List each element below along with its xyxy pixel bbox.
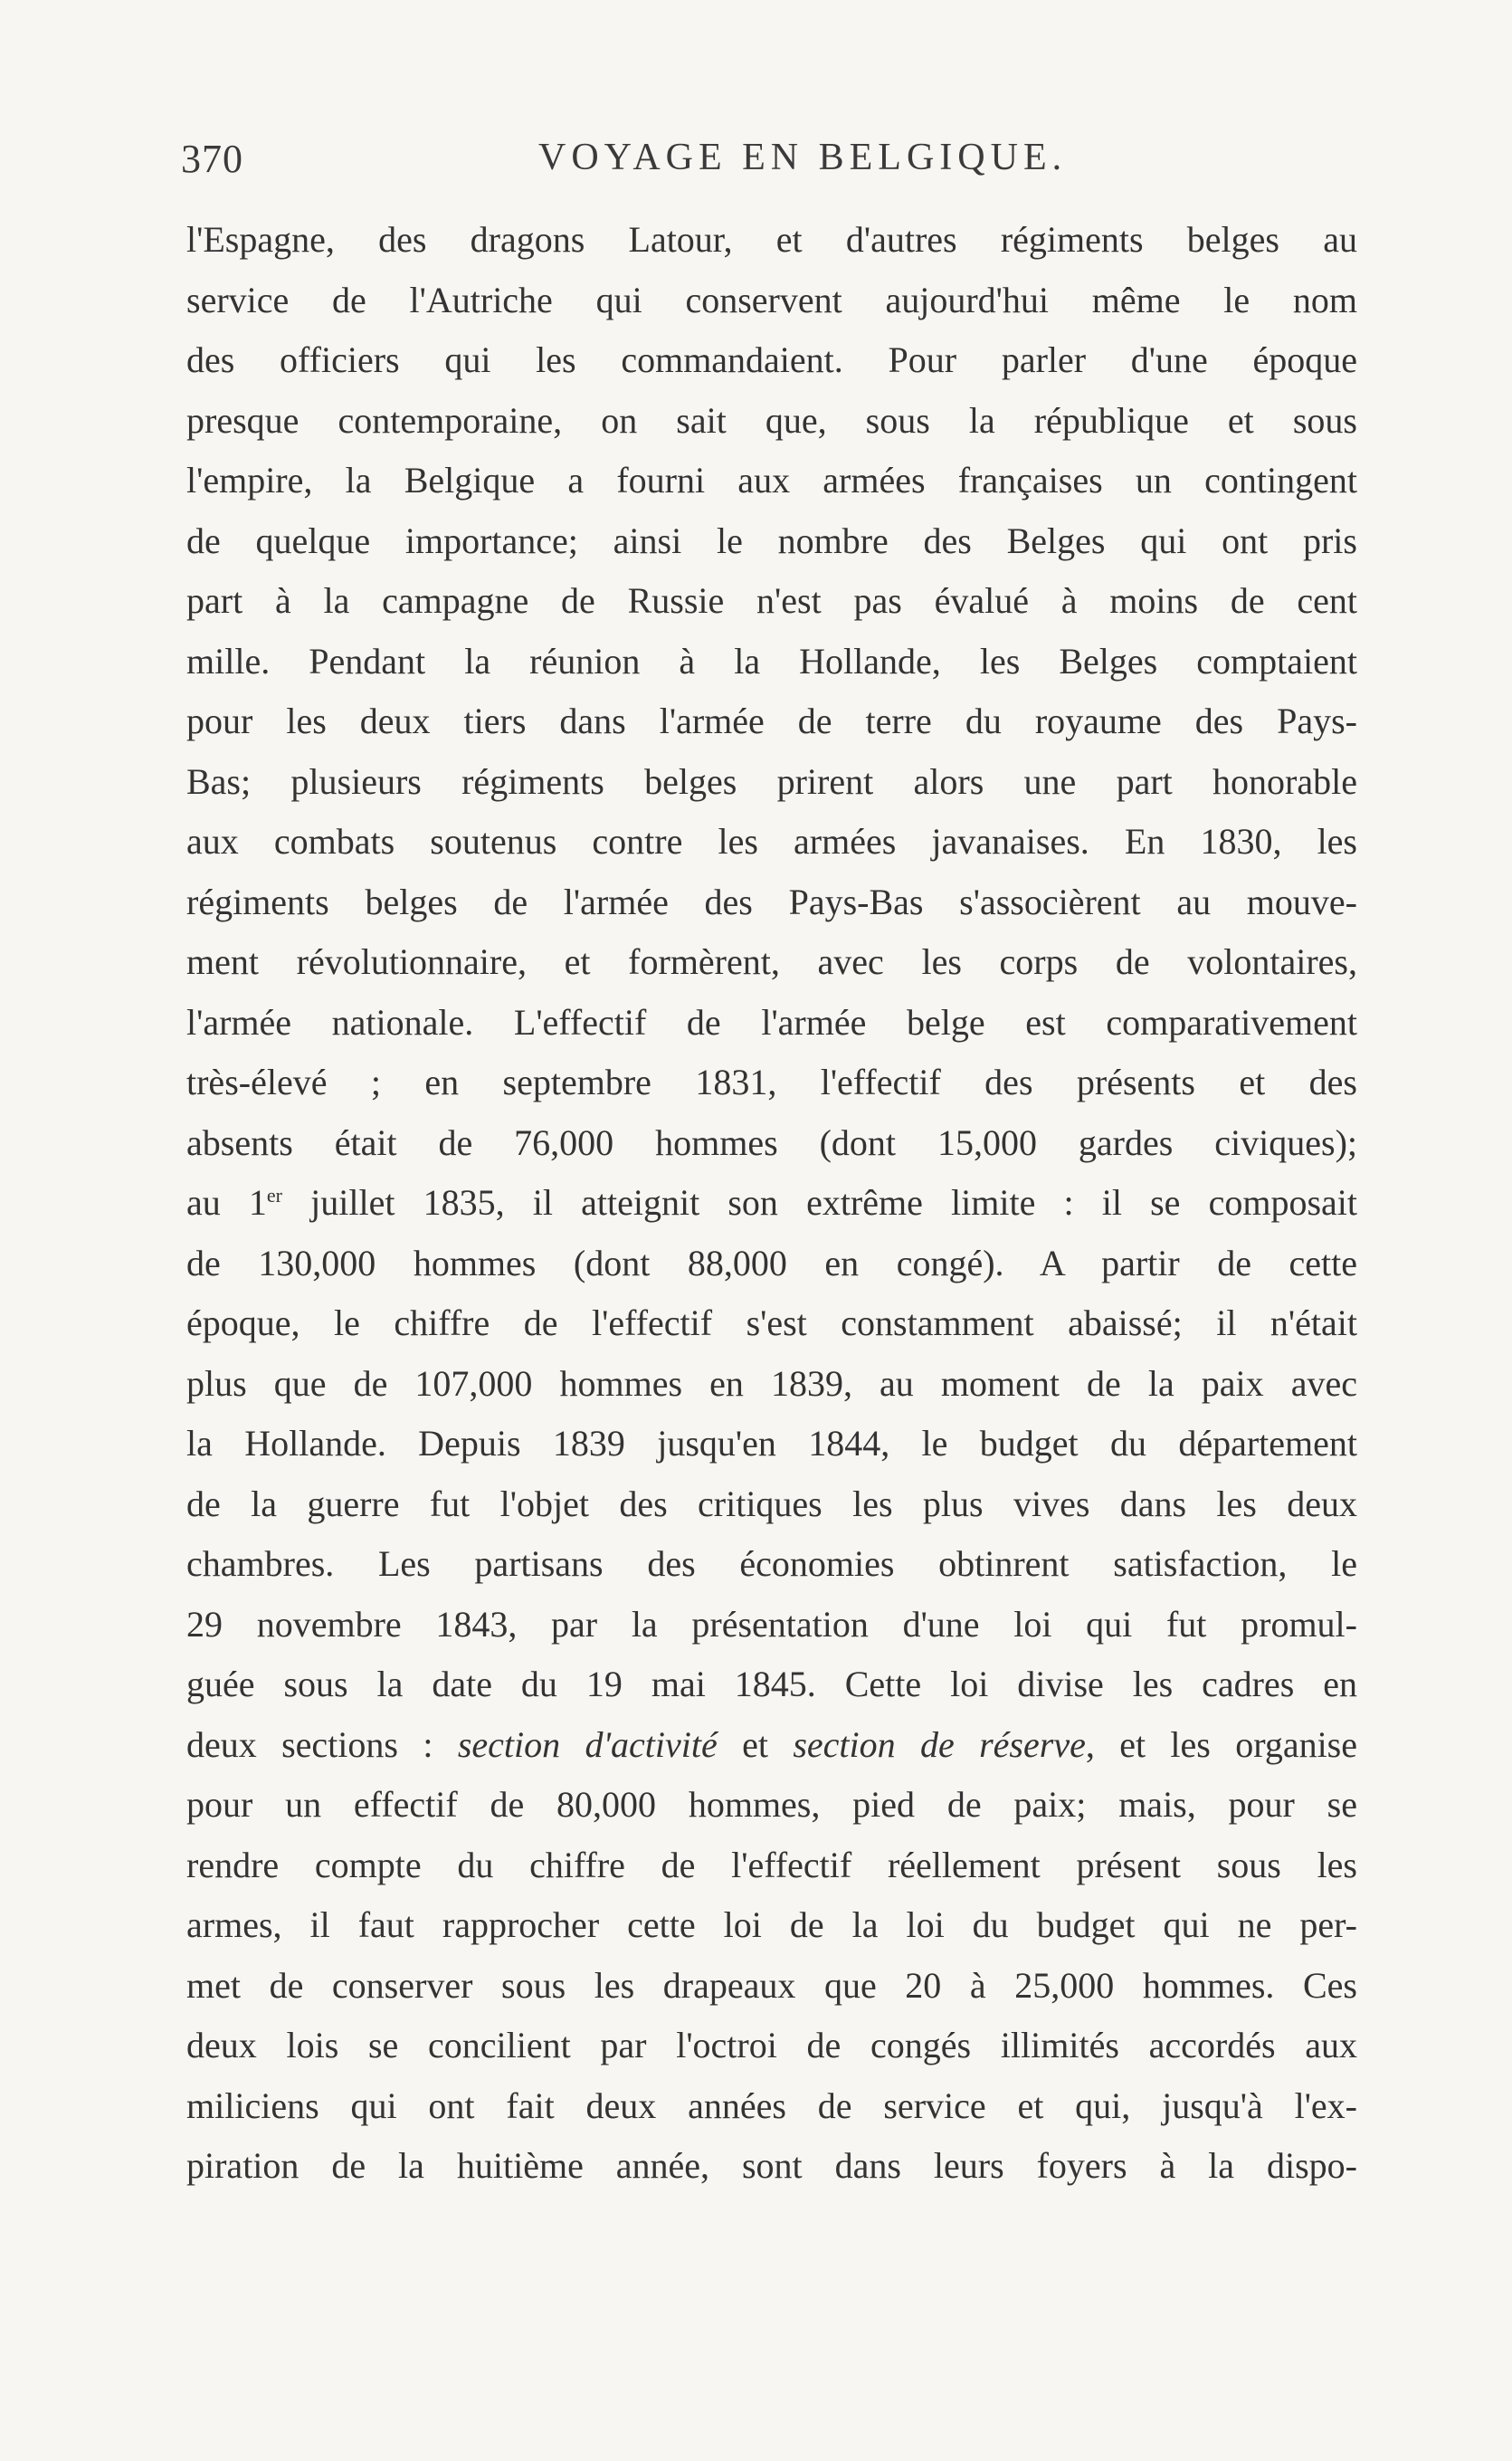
text-line: 29 novembre 1843, par la présentation d'une loi qui fut promul- — [186, 1603, 1357, 1645]
text-line: régiments belges de l'armée des Pays-Bas s'associèrent au mouve- — [186, 881, 1357, 922]
page-number: 370 — [181, 137, 243, 181]
text-line: ment révolutionnaire, et formèrent, avec les corps de volontaires, — [186, 941, 1357, 982]
text-line: de quelque importance; ainsi le nombre des Belges qui ont pris — [186, 520, 1357, 561]
text-line: presque contemporaine, on sait que, sous la république et sous — [186, 399, 1357, 441]
text-line: absents était de 76,000 hommes (dont 15,000 gardes civiques); — [186, 1121, 1357, 1163]
text-line: miliciens qui ont fait deux années de service et qui, jusqu'à l'ex- — [186, 2084, 1357, 2126]
line-fragment: , et les organise — [1085, 1723, 1358, 1765]
text-line: service de l'Autriche qui conservent aujourd'hui même le nom — [186, 279, 1357, 320]
line-fragment: et — [717, 1723, 794, 1765]
text-line: pour un effectif de 80,000 hommes, pied de paix; mais, pour se — [186, 1784, 1357, 1825]
italic-term: section d'activité — [457, 1723, 718, 1765]
text-line: aux combats soutenus contre les armées javanaises. En 1830, les — [186, 821, 1357, 862]
text-line: de 130,000 hommes (dont 88,000 en congé). A partir de cette — [186, 1242, 1357, 1283]
text-line: deux lois se concilient par l'octroi de congés illimités accordés aux — [186, 2025, 1357, 2065]
line-fragment: juillet 1835, il atteignit son extrême limite : il se composait — [282, 1182, 1357, 1223]
text-line: piration de la huitième année, sont dans leurs foyers à la dispo- — [186, 2145, 1357, 2186]
line-fragment: deux sections : — [186, 1723, 458, 1765]
text-line: guée sous la date du 19 mai 1845. Cette loi divise les cadres en — [186, 1664, 1357, 1704]
text-line: la Hollande. Depuis 1839 jusqu'en 1844, le budget du département — [186, 1423, 1357, 1464]
text-line: l'Espagne, des dragons Latour, et d'autres régiments belges au — [186, 219, 1357, 260]
running-title: VOYAGE EN BELGIQUE. — [538, 137, 1068, 178]
text-line: mille. Pendant la réunion à la Hollande, les Belges comptaient — [186, 640, 1357, 682]
text-line: très-élevé ; en septembre 1831, l'effectif des présents et des — [186, 1062, 1357, 1102]
text-line-with-italics — [186, 1715, 1357, 1776]
text-line: Bas; plusieurs régiments belges prirent alors une part honorable — [186, 760, 1357, 802]
text-line: armes, il faut rapprocher cette loi de la loi du budget qui ne per- — [186, 1904, 1357, 1945]
text-line: de la guerre fut l'objet des critiques les plus vives dans les deux — [186, 1483, 1357, 1524]
italic-term: section de réserve — [793, 1723, 1086, 1765]
text-line: des officiers qui les commandaient. Pour parler d'une époque — [186, 339, 1357, 380]
text-line: plus que de 107,000 hommes en 1839, au moment de la paix avec — [186, 1362, 1357, 1404]
text-line: met de conserver sous les drapeaux que 20 à 25,000 hommes. Ces — [186, 1964, 1357, 2006]
text-line: époque, le chiffre de l'effectif s'est constamment abaissé; il n'était — [186, 1302, 1357, 1343]
page-header — [181, 136, 1357, 190]
text-line: rendre compte du chiffre de l'effectif réellement présent sous les — [186, 1844, 1357, 1885]
text-line: l'armée nationale. L'effectif de l'armée belge est comparativement — [186, 1001, 1357, 1043]
text-line-with-superscript — [186, 1173, 1357, 1234]
text-line: pour les deux tiers dans l'armée de terre du royaume des Pays- — [186, 701, 1357, 741]
text-line: l'empire, la Belgique a fourni aux armées françaises un contingent — [186, 460, 1357, 501]
ordinal-superscript: er — [266, 1184, 282, 1207]
text-line: chambres. Les partisans des économies obtinrent satisfaction, le — [186, 1543, 1357, 1584]
line-fragment: au 1 — [186, 1182, 267, 1223]
text-line: part à la campagne de Russie n'est pas évalué à moins de cent — [186, 580, 1357, 621]
body-text — [186, 210, 1357, 2197]
